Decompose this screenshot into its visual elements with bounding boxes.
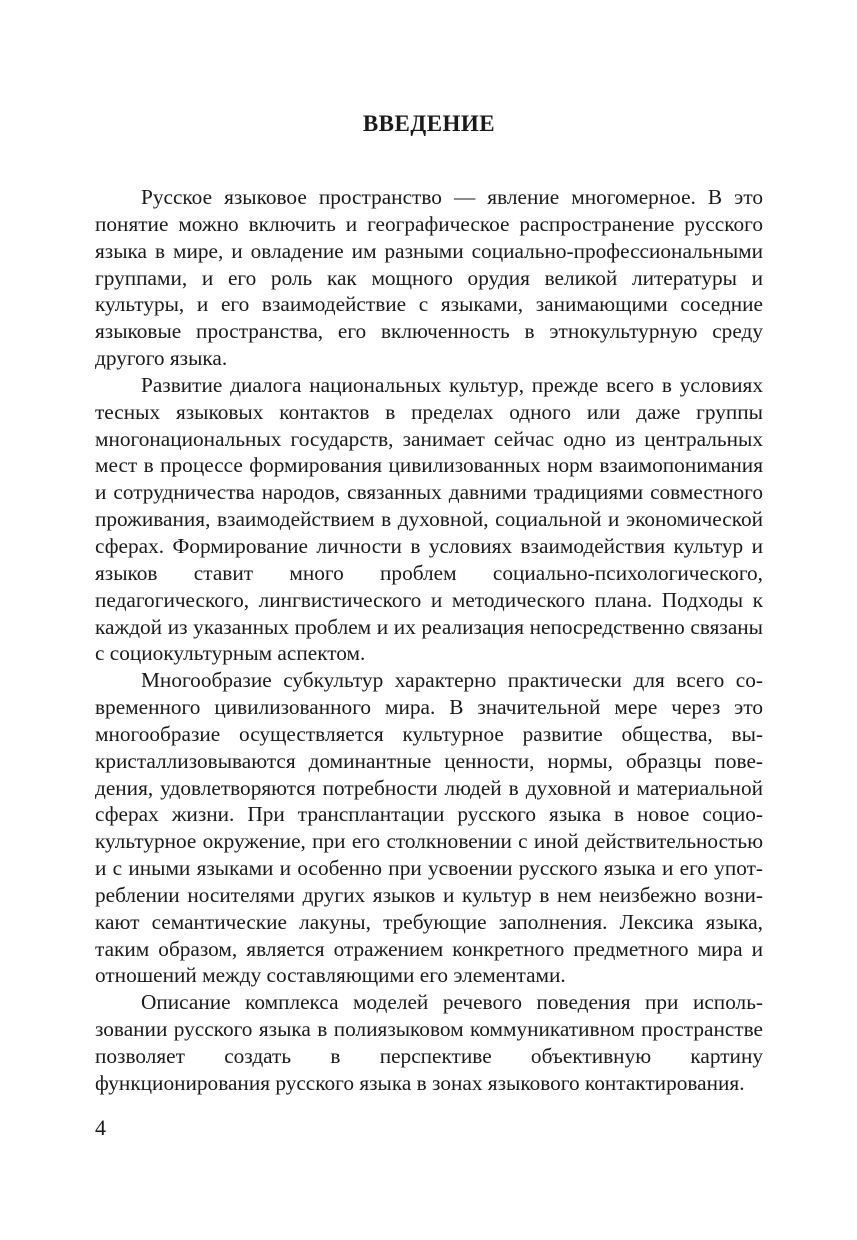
paragraph: Русское языковое пространство — явление многомерное. В это понятие можно включить и географическое распространение русского языка в мире, и овладение им разными социально-профессиональными группами, и его роль как мощного орудия великой литературы и культуры, и его взаимодействие с языками, занимающими соседние языковые пространства, его включенность в этнокультурную среду другого языка. [95,185,763,371]
paragraph: Многообразие субкультур характерно практически для всего современного цивилизованного мира. В значительной мере через это многообразие осуществляется культурное развитие общества, выкристаллизовываются доминантные ценности, нормы, образцы поведения, удовлетворяются потребности людей в духовной и материальной сферах жизни. При трансплантации русского языка в новое социокультурное окружение, при его столкновении с иной действительностью и с иными языками и особенно при усвоении русского языка и его употреблении носителями других языков и культур в нем неизбежно возникают семантические лакуны, требующие заполнения. Лексика языка, таким образом, является отражением конкретного предметного мира и отношений между составляющими его элементами. [95,668,763,988]
introduction-body [95,184,763,1097]
page-number: 4 [95,1115,106,1140]
paragraph: Описание комплекса моделей речевого поведения при использовании русского языка в полиязыковом коммуникативном пространстве позволяет создать в перспективе объективную картину функционирования русского языка в зонах языкового контактирования. [95,990,763,1095]
chapter-title: ВВЕДЕНИЕ [362,111,496,136]
paragraph: Развитие диалога национальных культур, прежде всего в условиях тесных языковых контактов в пределах одного или даже группы многонациональных государств, занимает сейчас одно из центральных мест в процессе формирования цивилизованных норм взаимопонимания и сотрудничества народов, связанных давними традициями совместного проживания, взаимодействием в духовной, социальной и экономической сферах. Формирование личности в условиях взаимодействия культур и языков ставит много проблем социально-психологического, педагогического, лингвистического и методического плана. Подходы к каждой из указанных проблем и их реализация непосредственно связаны с социокультурным аспектом. [95,372,763,666]
book-page [95,0,763,1240]
